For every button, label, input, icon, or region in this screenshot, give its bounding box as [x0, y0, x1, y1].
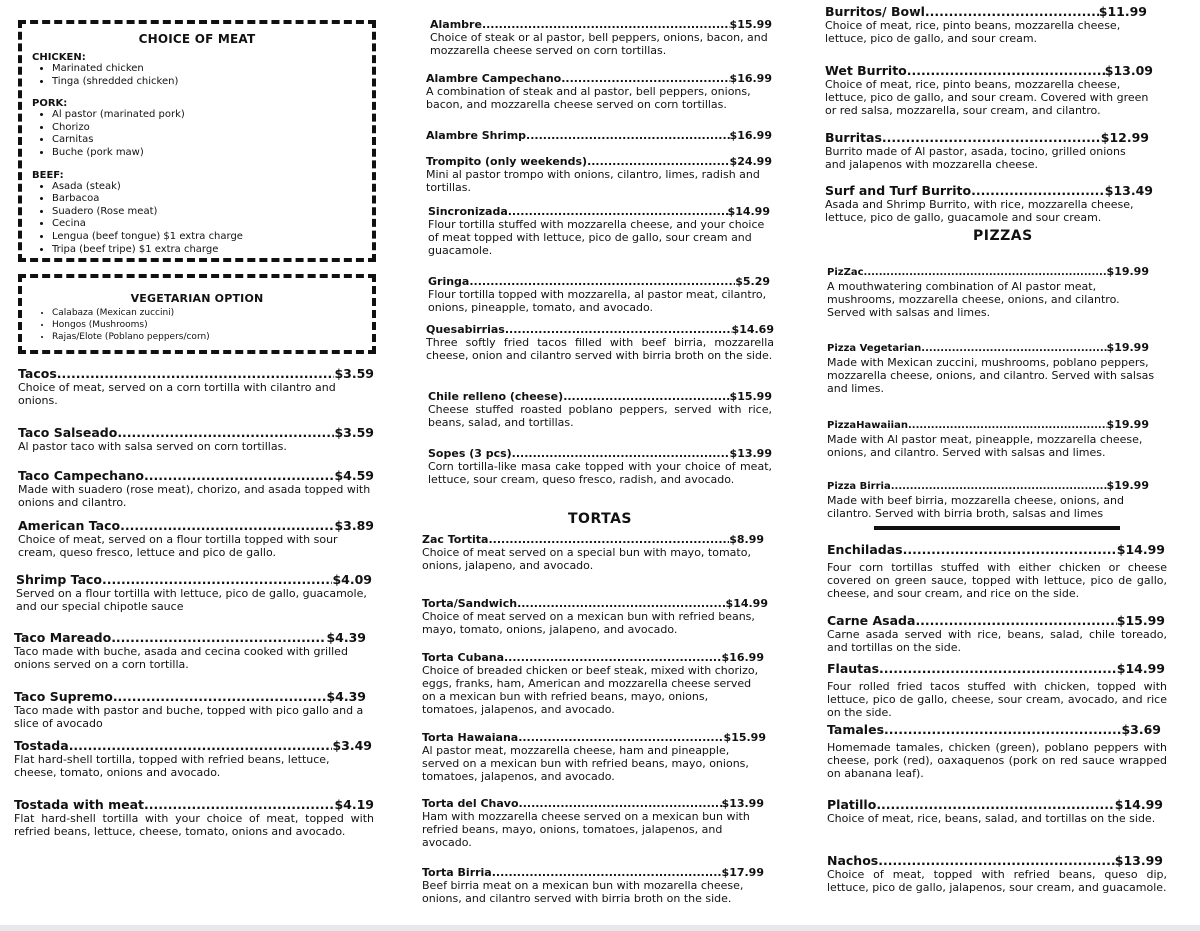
item-price: $12.99 — [1100, 130, 1149, 145]
item-price: $13.99 — [729, 447, 772, 460]
menu-item — [426, 129, 772, 142]
meat-group — [32, 170, 362, 257]
menu-item — [422, 731, 766, 783]
item-description: Flat hard-shell tortilla with your choice of meat, topped with refried beans, lettuce, cheese, tomato, onions and avocado. — [14, 812, 374, 838]
item-price: $3.59 — [334, 425, 374, 440]
list-item: • Calabaza (Mexican zuccini) — [52, 307, 362, 319]
item-description: Made with beef birria, mozzarella cheese, onions, and cilantro. Served with birria broth, salsas and limes — [827, 494, 1124, 520]
box-title: VEGETARIAN OPTION — [130, 292, 264, 305]
menu-item — [426, 323, 774, 362]
item-price: $4.09 — [332, 572, 372, 587]
menu-item — [14, 689, 366, 730]
item-description: Al pastor taco with salsa served on corn tortillas. — [18, 440, 287, 453]
item-name: Torta del Chavo — [422, 797, 519, 810]
item-price: $15.99 — [723, 731, 766, 744]
item-description: Ham with mozzarella cheese served on a mexican bun with refried beans, mayo, onions, tomatoes, jalapenos, and avocado. — [422, 810, 750, 849]
menu-item — [825, 130, 1149, 171]
list-item: • Chorizo — [52, 122, 362, 135]
item-name: Sincronizada — [428, 205, 508, 218]
group-label: PORK: — [32, 98, 68, 110]
list-item: • Hongos (Mushrooms) — [52, 319, 362, 331]
list-item: • Rajas/Elote (Poblano peppers/corn) — [52, 331, 362, 343]
meat-group — [32, 98, 362, 159]
item-name: PizZac — [827, 267, 864, 278]
item-price: $19.99 — [1106, 479, 1149, 492]
item-price: $14.99 — [1116, 542, 1165, 557]
menu-item — [422, 533, 764, 572]
menu-item — [422, 866, 764, 905]
item-name: Tostada with meat — [14, 797, 145, 812]
menu-item — [18, 366, 374, 407]
item-description: Flat hard-shell tortilla, topped with refried beans, lettuce, cheese, tomato, onions and avocado. — [14, 753, 330, 779]
list-item: • Carnitas — [52, 134, 362, 147]
item-description: Made with Al pastor meat, pineapple, mozzarella cheese, onions, and cilantro. Served with salsas and limes. — [827, 433, 1143, 459]
list-item: • Tripa (beef tripe) $1 extra charge — [52, 244, 362, 257]
menu-item — [18, 425, 374, 453]
item-description: Taco made with pastor and buche, topped with pico gallo and a slice of avocado — [14, 704, 364, 730]
menu-item — [827, 479, 1157, 520]
item-price: $4.59 — [334, 468, 374, 483]
item-price: $4.39 — [326, 630, 366, 645]
item-name: PizzaHawaiian — [827, 420, 908, 431]
item-description: Choice of meat served on a mexican bun with refried beans, mayo, tomato, onions, jalapeno, and avocado. — [422, 610, 755, 636]
menu-item — [827, 722, 1167, 780]
item-name: Nachos — [827, 853, 879, 868]
menu-item — [430, 18, 772, 57]
item-name: Taco Mareado — [14, 630, 112, 645]
page-bottom-edge — [0, 925, 1200, 931]
item-name: Flautas — [827, 661, 880, 676]
item-description: Corn tortilla-like masa cake topped with your choice of meat, lettuce, sour cream, queso fresco, radish, and avocado. — [428, 460, 772, 486]
menu-item — [16, 572, 372, 613]
item-price: $13.99 — [1114, 853, 1163, 868]
group-label: CHICKEN: — [32, 52, 86, 63]
item-name: Pizza Birria — [827, 481, 891, 492]
item-description: Choice of steak or al pastor, bell peppers, onions, bacon, and mozzarella cheese served on corn tortillas. — [430, 31, 768, 57]
item-description: Choice of meat, served on a flour tortilla topped with sour cream, queso fresco, lettuce and pico de gallo. — [18, 533, 338, 559]
menu-item — [825, 183, 1153, 224]
list-item: • Buche (pork maw) — [52, 147, 362, 160]
menu-item — [428, 390, 772, 429]
item-price: $3.69 — [1121, 722, 1161, 737]
item-name: Torta/Sandwich — [422, 597, 518, 610]
item-price: $14.99 — [1114, 797, 1163, 812]
item-price: $3.59 — [334, 366, 374, 381]
item-description: Carne asada served with rice, beans, salad, chile toreado, and tortillas on the side. — [827, 628, 1167, 654]
item-price: $16.99 — [729, 72, 772, 85]
item-description: Asada and Shrimp Burrito, with rice, mozzarella cheese, lettuce, pico de gallo, guacamole and sour cream. — [825, 198, 1134, 224]
meat-group — [32, 52, 362, 88]
menu-item — [825, 4, 1147, 45]
menu-item — [14, 630, 366, 671]
item-name: Torta Hawaiana — [422, 731, 519, 744]
item-name: Tacos — [18, 366, 57, 381]
menu-item — [422, 797, 764, 849]
item-description: Four corn tortillas stuffed with either chicken or cheese covered on green sauce, topped with lettuce, pico de gallo, cheese, and sour cream, and rice on the side. — [827, 561, 1167, 600]
item-price: $4.19 — [334, 797, 374, 812]
item-name: Enchiladas — [827, 542, 903, 557]
item-description: Choice of meat served on a special bun with mayo, tomato, onions, jalapeno, and avocado. — [422, 546, 751, 572]
item-price: $14.99 — [1116, 661, 1165, 676]
item-description: Taco made with buche, asada and cecina cooked with grilled onions served on a corn tortilla. — [14, 645, 348, 671]
item-description: Homemade tamales, chicken (green), poblano peppers with cheese, pork (red), oaxaquenos (pork on red sauce wrapped on abanana leaf). — [827, 741, 1167, 780]
item-price: $3.49 — [332, 738, 372, 753]
menu-item — [827, 613, 1167, 654]
item-price: $14.69 — [731, 323, 774, 336]
item-name: Tostada — [14, 738, 69, 753]
item-price: $16.99 — [729, 129, 772, 142]
item-price: $13.49 — [1104, 183, 1153, 198]
item-description: Made with Mexican zuccini, mushrooms, poblano peppers, mozzarella cheese, onions, and cilantro. Served with salsas and limes. — [827, 356, 1155, 395]
item-price: $14.99 — [725, 597, 768, 610]
item-name: Quesabirrias — [426, 323, 505, 336]
item-description: Mini al pastor trompo with onions, cilantro, limes, radish and tortillas. — [426, 168, 760, 194]
item-name: American Taco — [18, 518, 121, 533]
item-name: Wet Burrito — [825, 63, 907, 78]
item-price: $16.99 — [721, 651, 764, 664]
menu-item — [428, 275, 770, 314]
item-name: Taco Supremo — [14, 689, 113, 704]
menu-item — [827, 661, 1167, 719]
item-description: Burrito made of Al pastor, asada, tocino, grilled onions and jalapenos with mozzarella cheese. — [825, 145, 1126, 171]
menu-item — [827, 797, 1167, 825]
item-name: Burritos/ Bowl — [825, 4, 925, 19]
item-description: Beef birria meat on a mexican bun with mozarella cheese, onions, and cilantro served with birria broth on the side. — [422, 879, 744, 905]
item-price: $3.89 — [334, 518, 374, 533]
item-name: Sopes (3 pcs) — [428, 447, 512, 460]
item-price: $13.09 — [1104, 63, 1153, 78]
section-divider — [874, 526, 1120, 530]
menu-item — [827, 265, 1149, 319]
item-price: $24.99 — [729, 155, 772, 168]
item-description: Choice of meat, topped with refried beans, queso dip, lettuce, pico de gallo, jalapenos, sour cream, and guacamole. — [827, 868, 1167, 894]
item-name: Chile relleno (cheese) — [428, 390, 564, 403]
menu-item — [827, 341, 1175, 395]
item-name: Shrimp Taco — [16, 572, 103, 587]
menu-item — [428, 205, 770, 257]
list-item: • Barbacoa — [52, 193, 362, 206]
item-name: Pizza Vegetarian — [827, 343, 922, 354]
item-name: Taco Salseado — [18, 425, 118, 440]
group-label: BEEF: — [32, 169, 64, 181]
item-name: Torta Cubana — [422, 651, 504, 664]
item-name: Alambre Shrimp — [426, 129, 527, 142]
item-name: Alambre — [430, 18, 482, 31]
choice-of-meat-box — [18, 20, 376, 262]
item-price: $19.99 — [1106, 418, 1149, 431]
list-item: • Asada (steak) — [52, 181, 362, 194]
item-name: Torta Birria — [422, 866, 492, 879]
item-name: Taco Campechano — [18, 468, 144, 483]
item-description: Cheese stuffed roasted poblano peppers, served with rice, beans, salad, and tortillas. — [428, 403, 772, 429]
item-price: $19.99 — [1106, 265, 1149, 278]
item-name: Carne Asada — [827, 613, 916, 628]
item-price: $5.29 — [735, 275, 770, 288]
section-title-tortas: TORTAS — [568, 511, 632, 527]
item-description: Choice of meat, rice, pinto beans, mozzarella cheese, lettuce, pico de gallo, and sour cream. — [825, 19, 1121, 45]
menu-item — [827, 418, 1171, 459]
menu-item — [827, 542, 1167, 600]
item-price: $4.39 — [326, 689, 366, 704]
item-name: Trompito (only weekends) — [426, 155, 588, 168]
item-price: $13.99 — [721, 797, 764, 810]
list-item: • Cecina — [52, 218, 362, 231]
item-description: Choice of meat, rice, pinto beans, mozzarella cheese, lettuce, pico de gallo, and sour cream. Covered with green or red salsa, mozzarella, sour cream, and cilantro. — [825, 78, 1149, 117]
menu-item — [426, 155, 772, 194]
item-description: Choice of meat, served on a corn tortilla with cilantro and onions. — [18, 381, 336, 407]
vegetarian-option-box — [18, 274, 376, 354]
item-price: $11.99 — [1098, 4, 1147, 19]
menu-item — [14, 797, 374, 838]
section-title-pizzas: PIZZAS — [973, 228, 1033, 244]
menu-item — [825, 63, 1153, 117]
menu-item — [428, 447, 772, 486]
item-name: Alambre Campechano — [426, 72, 562, 85]
item-description: Al pastor meat, mozzarella cheese, ham and pineapple, served on a mexican bun with refried beans, mayo, onions, tomatoes, jalapenos, and avocado. — [422, 744, 749, 783]
item-description: A combination of steak and al pastor, bell peppers, onions, bacon, and mozzarella cheese served on corn tortillas. — [426, 85, 751, 111]
list-item: • Lengua (beef tongue) $1 extra charge — [52, 231, 362, 244]
box-title: CHOICE OF MEAT — [138, 32, 256, 46]
list-item: • Marinated chicken — [52, 63, 362, 76]
menu-item — [14, 738, 372, 779]
item-price: $19.99 — [1106, 341, 1149, 354]
item-price: $15.99 — [1116, 613, 1165, 628]
menu-item — [18, 468, 374, 509]
item-name: Surf and Turf Burrito — [825, 183, 972, 198]
item-price: $8.99 — [729, 533, 764, 546]
item-description: Three softly fried tacos filled with beef birria, mozzarella cheese, onion and cilantro served with birria broth on the side. — [426, 336, 774, 362]
list-item: • Tinga (shredded chicken) — [52, 76, 362, 89]
item-description: Flour tortilla topped with mozzarella, al pastor meat, cilantro, onions, pineapple, tomato, and avocado. — [428, 288, 767, 314]
item-description: Choice of meat, rice, beans, salad, and tortillas on the side. — [827, 812, 1156, 825]
item-price: $17.99 — [721, 866, 764, 879]
item-name: Zac Tortita — [422, 533, 489, 546]
list-item: • Al pastor (marinated pork) — [52, 109, 362, 122]
item-description: Four rolled fried tacos stuffed with chicken, topped with lettuce, pico de gallo, cheese, sour cream, avocado, and rice on the side. — [827, 680, 1167, 719]
item-price: $15.99 — [729, 18, 772, 31]
menu-item — [422, 597, 768, 636]
item-price: $15.99 — [729, 390, 772, 403]
item-name: Gringa — [428, 275, 470, 288]
item-description: Choice of breaded chicken or beef steak, mixed with chorizo, eggs, franks, ham, American and mozzarella cheese served on a mexican bun with refried beans, mayo, onions, tomatoes, jalapenos, and avocado. — [422, 664, 759, 716]
list-item: • Suadero (Rose meat) — [52, 206, 362, 219]
item-description: Served on a flour tortilla with lettuce, pico de gallo, guacamole, and our special chipotle sauce — [16, 587, 367, 613]
item-name: Platillo — [827, 797, 877, 812]
item-price: $14.99 — [727, 205, 770, 218]
item-description: A mouthwatering combination of Al pastor meat, mushrooms, mozzarella cheese, onions, and cilantro. Served with salsas and limes. — [827, 280, 1120, 319]
menu-item — [827, 853, 1167, 894]
menu-item — [426, 72, 772, 111]
item-name: Burritas — [825, 130, 882, 145]
menu-item — [18, 518, 374, 559]
item-description: Made with suadero (rose meat), chorizo, and asada topped with onions and cilantro. — [18, 483, 371, 509]
item-description: Flour tortilla stuffed with mozzarella cheese, and your choice of meat topped with lettuce, pico de gallo, sour cream and guacamole. — [428, 218, 765, 257]
item-name: Tamales — [827, 722, 885, 737]
menu-item — [422, 651, 764, 716]
